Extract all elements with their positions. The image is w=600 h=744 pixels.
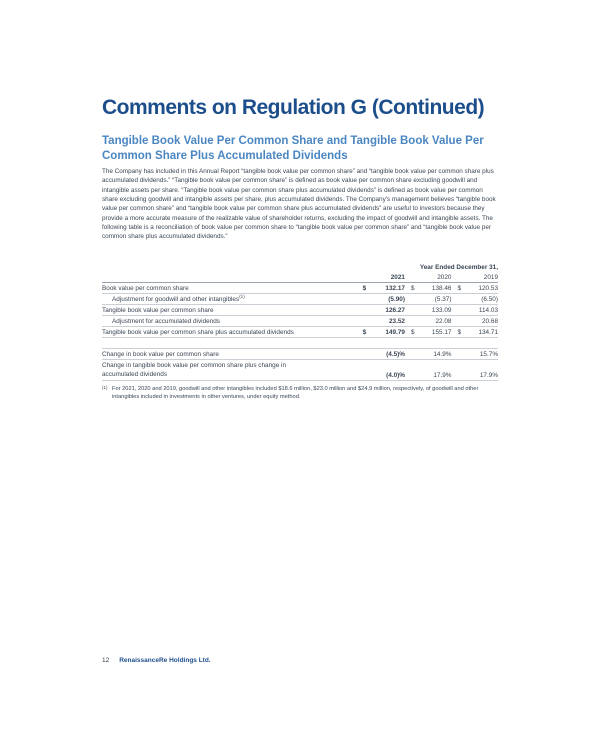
table-row-dividends-adjustment <box>102 316 498 327</box>
row-label: Adjustment for goodwill and other intangibles <box>112 295 240 303</box>
cell-2019: (6.50) <box>451 294 498 305</box>
footnote-text: For 2021, 2020 and 2019, goodwill and other intangibles included $18.6 million, $23.0 million and $24.9 million, respectively, of goodwill and other intangibles included in investments in other ventures, under equity method. <box>112 386 479 400</box>
row-label: Tangible book value per common share <box>102 305 357 316</box>
footnote-mark: (1) <box>102 385 108 390</box>
row-label: Tangible book value per common share plus accumulated dividends <box>102 327 357 338</box>
cell-2020: 138.46 <box>431 284 452 292</box>
row-label: Adjustment for accumulated dividends <box>102 316 357 327</box>
row-label: Book value per common share <box>102 283 357 294</box>
table-row-tangible-book-value <box>102 305 498 316</box>
row-label: Change in book value per common share <box>102 349 357 360</box>
company-name: RenaissanceRe Holdings Ltd. <box>119 657 211 664</box>
table-year-header-row <box>102 272 498 283</box>
dollar-sign: $ <box>410 284 415 292</box>
year-header-2021: 2021 <box>357 272 405 283</box>
page-number: 12 <box>102 657 110 664</box>
cell-2021: 23.52 <box>357 316 405 327</box>
cell-2019: 120.53 <box>478 284 498 292</box>
page-footer <box>102 657 211 664</box>
page-title: Comments on Regulation G (Continued) <box>102 96 485 119</box>
row-label-line2: accumulated dividends <box>102 371 168 378</box>
section-heading: Tangible Book Value Per Common Share and Tangible Book Value Per Common Share Plus Accumulated Dividends <box>102 135 484 162</box>
cell-2019: 114.03 <box>451 305 498 316</box>
footnote-ref: (1) <box>239 293 245 299</box>
cell-2020: (5.37) <box>405 294 452 305</box>
dollar-sign: $ <box>410 328 415 336</box>
row-label-line1: Change in tangible book value per common share plus change in <box>102 362 287 369</box>
dollar-sign: $ <box>362 328 367 336</box>
table-row-book-value <box>102 283 498 294</box>
cell-2020: 17.9% <box>405 360 452 381</box>
cell-2020: 155.17 <box>431 328 452 336</box>
table-row-tangible-plus-dividends <box>102 327 498 338</box>
cell-2021: (4.0)% <box>357 360 405 381</box>
cell-2021: (4.5)% <box>357 349 405 360</box>
cell-2021: 132.17 <box>385 284 405 292</box>
dollar-sign: $ <box>457 284 462 292</box>
reconciliation-table <box>102 262 498 381</box>
cell-2020: 22.08 <box>405 316 452 327</box>
cell-2019: 134.71 <box>478 328 498 336</box>
cell-2019: 15.7% <box>451 349 498 360</box>
table-group-header: Year Ended December 31, <box>419 263 498 271</box>
year-header-2019: 2019 <box>451 272 498 283</box>
year-header-2020: 2020 <box>405 272 452 283</box>
intro-paragraph: The Company has included in this Annual Report “tangible book value per common share” and “tangible book value per common share plus accumulated dividends.” “Tangible book value per common share” is defined as book value per common share excluding goodwill and intangible assets per share. “Tangible book value per common share plus accumulated dividends” is defined as book value per common share excluding goodwill and intangible assets per share, plus accumulated dividends. The Company’s management believes “tangible book value per common share” and “tangible book value per common share plus accumulated dividends” are useful to investors because they provide a more accurate measure of the realizable value of shareholder returns, excluding the impact of goodwill and intangible assets. The following table is a reconciliation of book value per common share to “tangible book value per common share” and “tangible book value per common share plus accumulated dividends.” <box>102 168 496 241</box>
cell-2021: 149.79 <box>385 328 405 336</box>
cell-2020: 14.9% <box>405 349 452 360</box>
cell-2019: 20.68 <box>451 316 498 327</box>
cell-2019: 17.9% <box>451 360 498 381</box>
cell-2021: (5.90) <box>357 294 405 305</box>
footnote <box>102 385 498 401</box>
cell-2021: 126.27 <box>357 305 405 316</box>
table-row-goodwill-adjustment <box>102 294 498 305</box>
cell-2020: 133.09 <box>405 305 452 316</box>
table-row-change-tangible <box>102 360 498 381</box>
dollar-sign: $ <box>457 328 462 336</box>
table-row-change-book-value <box>102 349 498 360</box>
table-group-header-row <box>102 262 498 272</box>
dollar-sign: $ <box>362 284 367 292</box>
